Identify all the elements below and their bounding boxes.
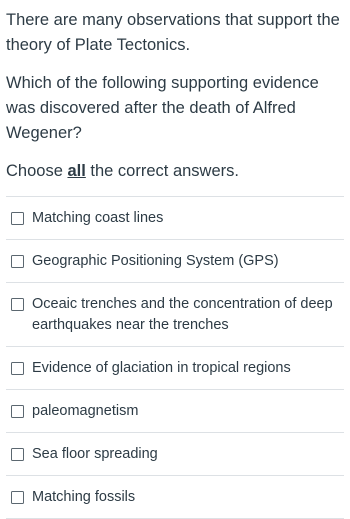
instruction-prefix: Choose [6, 162, 68, 180]
answer-checkbox[interactable] [11, 298, 24, 311]
answer-checkbox[interactable] [11, 362, 24, 375]
answer-label: Matching coast lines [32, 210, 164, 226]
question-text [0, 0, 350, 184]
answer-checkbox[interactable] [11, 212, 24, 225]
instruction-emphasis: all [67, 162, 86, 180]
answer-checkbox[interactable] [11, 448, 24, 461]
instruction-suffix: the correct answers. [85, 162, 239, 180]
answer-option[interactable] [6, 347, 344, 390]
answer-option[interactable] [6, 240, 344, 283]
answer-option[interactable] [6, 433, 344, 476]
question-intro: There are many observations that support the theory of Plate Tectonics. [6, 11, 340, 54]
question-prompt: Which of the following supporting evidence was discovered after the death of Alfred Wegener? [6, 74, 319, 142]
answer-option[interactable] [6, 283, 344, 347]
answer-checkbox[interactable] [11, 491, 24, 504]
answer-list [6, 196, 344, 519]
answer-option[interactable] [6, 476, 344, 519]
answer-label: Matching fossils [32, 489, 136, 505]
answer-label: Evidence of glaciation in tropical regions [32, 360, 291, 376]
answer-option[interactable] [6, 390, 344, 433]
answer-label: Sea floor spreading [32, 446, 158, 462]
answer-option[interactable] [6, 197, 344, 240]
answer-checkbox[interactable] [11, 255, 24, 268]
answer-label: paleomagnetism [32, 403, 139, 419]
answer-checkbox[interactable] [11, 405, 24, 418]
question-instruction [6, 159, 344, 184]
answer-label: Geographic Positioning System (GPS) [32, 253, 279, 269]
answer-label: Oceaic trenches and the concentration of deep earthquakes near the trenches [32, 296, 333, 333]
